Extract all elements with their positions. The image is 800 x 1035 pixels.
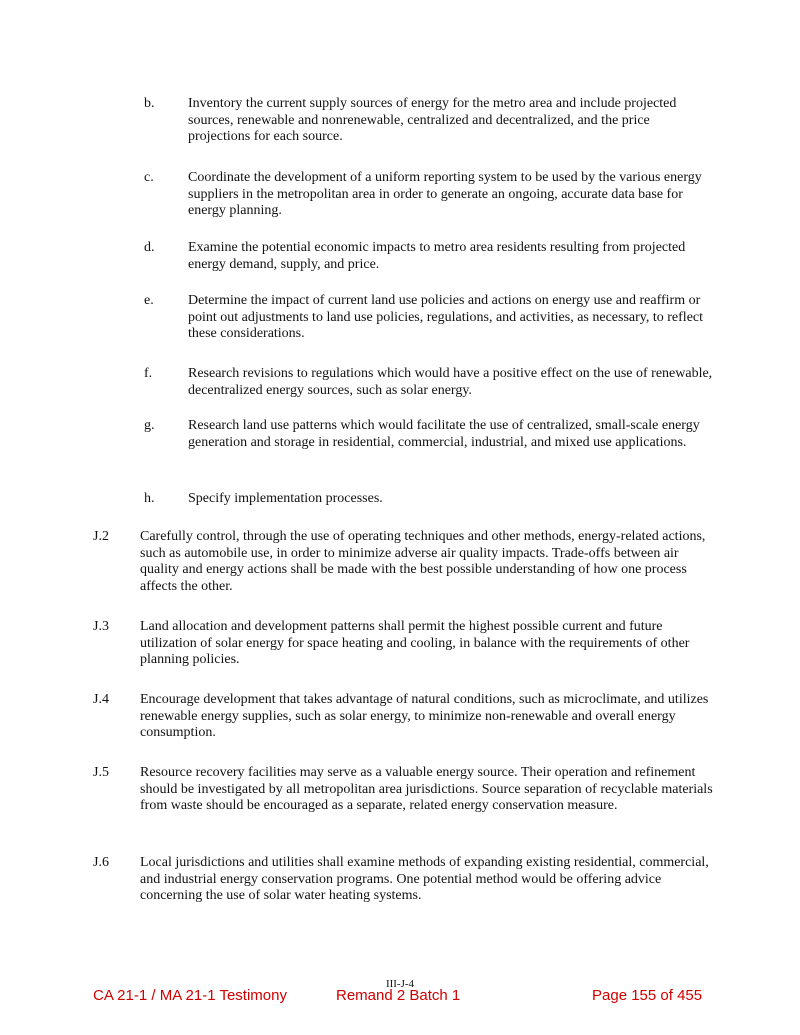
item-label: e.	[144, 293, 154, 308]
list-item-e	[144, 293, 714, 343]
policy-label: J.3	[93, 619, 109, 634]
footer-page-count: Page 155 of 455	[592, 987, 703, 1004]
item-text: Specify implementation processes.	[188, 491, 383, 506]
item-label: b.	[144, 96, 155, 111]
item-label: c.	[144, 170, 154, 185]
item-text: Inventory the current supply sources of energy for the metro area and include projected sources, renewable and nonrenewable, centralized and decentralized, and the price projections for each source.	[188, 96, 677, 144]
policy-text: Resource recovery facilities may serve as a valuable energy source. Their operation and refinement should be investigated by all metropolitan area jurisdictions. Source separation of recyclable materials from waste should be encouraged as a separate, related energy conservation measure.	[140, 765, 713, 813]
list-item-b	[144, 96, 714, 146]
policy-label: J.6	[93, 855, 109, 870]
policy-text: Encourage development that takes advantage of natural conditions, such as microclimate, and utilizes renewable energy supplies, such as solar energy, to minimize non-renewable and overall energy consumption.	[140, 692, 709, 740]
list-item-f	[144, 366, 714, 399]
policy-j3	[93, 619, 713, 669]
item-label: f.	[144, 366, 153, 381]
list-item-d	[144, 240, 714, 273]
item-label: h.	[144, 491, 155, 506]
policy-label: J.4	[93, 692, 109, 707]
item-text: Research land use patterns which would facilitate the use of centralized, small-scale energy generation and storage in residential, commercial, industrial, and mixed use applications.	[188, 418, 700, 450]
policy-j5	[93, 765, 713, 815]
policy-j6	[93, 855, 713, 905]
footer-case-label: CA 21-1 / MA 21-1 Testimony	[93, 987, 287, 1004]
policy-text: Carefully control, through the use of operating techniques and other methods, energy-related actions, such as automobile use, in order to minimize adverse air quality impacts. Trade-offs between air quality and energy actions shall be made with the best possible understanding of how one process affects the other.	[140, 529, 706, 594]
item-label: g.	[144, 418, 155, 433]
list-item-h	[144, 491, 714, 508]
item-text: Research revisions to regulations which would have a positive effect on the use of renewable, decentralized energy sources, such as solar energy.	[188, 366, 713, 398]
policy-text: Local jurisdictions and utilities shall examine methods of expanding existing residential, commercial, and industrial energy conservation programs. One potential method would be offering advice concerning the use of solar water heating systems.	[140, 855, 709, 903]
policy-label: J.2	[93, 529, 109, 544]
policy-j4	[93, 692, 713, 742]
item-text: Determine the impact of current land use policies and actions on energy use and reaffirm or point out adjustments to land use policies, regulations, and activities, as necessary, to reflect these considerations.	[188, 293, 704, 341]
footer-batch-label: Remand 2 Batch 1	[336, 987, 461, 1004]
item-text: Examine the potential economic impacts to metro area residents resulting from projected energy demand, supply, and price.	[188, 240, 686, 272]
page-number: III-J-4	[385, 978, 415, 990]
list-item-c	[144, 170, 714, 220]
policy-label: J.5	[93, 765, 109, 780]
list-item-g	[144, 418, 714, 451]
item-label: d.	[144, 240, 155, 255]
policy-j2	[93, 529, 713, 595]
policy-text: Land allocation and development patterns shall permit the highest possible current and future utilization of solar energy for space heating and cooling, in balance with the requirements of other planning policies.	[140, 619, 690, 667]
item-text: Coordinate the development of a uniform reporting system to be used by the various energy suppliers in the metropolitan area in order to generate an ongoing, accurate data base for energy planning.	[188, 170, 702, 218]
